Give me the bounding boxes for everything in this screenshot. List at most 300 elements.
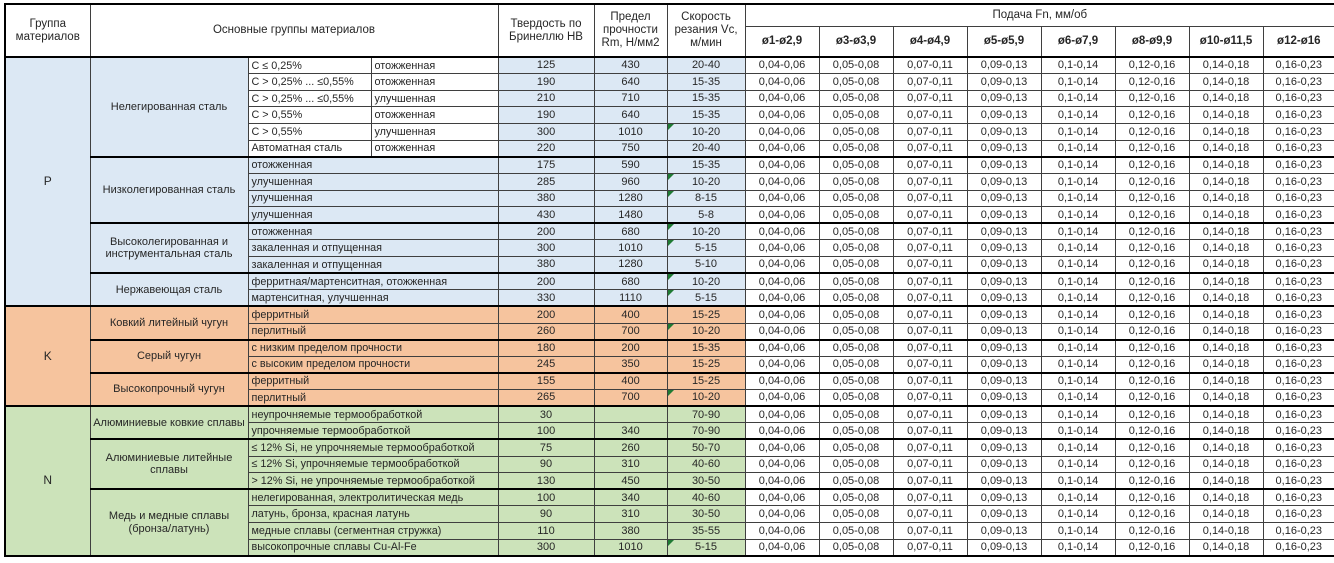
feed-cell: 0,12-0,16 [1115,207,1189,224]
feed-cell: 0,16-0,23 [1263,306,1334,323]
cutting-speed-cell: 15-25 [667,373,745,390]
feed-cell: 0,07-0,11 [893,356,967,373]
cutting-speed-cell: 15-25 [667,356,745,373]
feed-cell: 0,09-0,13 [967,140,1041,157]
feed-cell: 0,04-0,06 [745,523,819,540]
hardness-cell: 155 [498,373,594,390]
feed-cell: 0,1-0,14 [1041,207,1115,224]
strength-cell: 350 [594,356,667,373]
cutting-speed-cell: 50-70 [667,439,745,456]
feed-cell: 0,1-0,14 [1041,140,1115,157]
feed-cell: 0,05-0,08 [819,240,893,257]
feed-cell: 0,09-0,13 [967,124,1041,141]
material-name-cell: Медь и медные сплавы (бронза/латунь) [90,489,248,556]
sub-label-cell: с низким пределом прочности [248,340,498,357]
strength-cell: 400 [594,306,667,323]
feed-cell: 0,07-0,11 [893,190,967,207]
feed-cell: 0,14-0,18 [1189,140,1263,157]
condition-cell: улучшенная [371,90,498,107]
condition-cell: отожженная [371,57,498,74]
cutting-speed-cell: 15-35 [667,157,745,174]
material-name-cell: Алюминиевые литейные сплавы [90,439,248,489]
feed-cell: 0,1-0,14 [1041,57,1115,74]
feed-cell: 0,04-0,06 [745,423,819,440]
hardness-cell: 330 [498,290,594,307]
feed-cell: 0,16-0,23 [1263,323,1334,340]
feed-cell: 0,1-0,14 [1041,489,1115,506]
header-hardness: Твердость по Бринеллю HB [498,4,594,57]
strength-cell: 380 [594,523,667,540]
sub-label-cell: закаленная и отпущенная [248,240,498,257]
feed-cell: 0,09-0,13 [967,506,1041,523]
cutting-speed-cell: 30-50 [667,473,745,490]
hardness-cell: 190 [498,74,594,91]
feed-cell: 0,04-0,06 [745,340,819,357]
feed-cell: 0,05-0,08 [819,539,893,556]
hardness-cell: 380 [498,190,594,207]
material-group-cell: N [5,406,90,556]
sub-label-cell: перлитный [248,323,498,340]
feed-cell: 0,14-0,18 [1189,124,1263,141]
feed-cell: 0,09-0,13 [967,306,1041,323]
feed-cell: 0,09-0,13 [967,223,1041,240]
feed-cell: 0,12-0,16 [1115,190,1189,207]
feed-cell: 0,05-0,08 [819,340,893,357]
feed-cell: 0,1-0,14 [1041,107,1115,124]
feed-cell: 0,07-0,11 [893,107,967,124]
header-diameter-1: ø1-ø2,9 [745,26,819,57]
feed-cell: 0,14-0,18 [1189,107,1263,124]
feed-cell: 0,12-0,16 [1115,173,1189,190]
feed-cell: 0,1-0,14 [1041,539,1115,556]
material-group-cell: K [5,306,90,406]
feed-cell: 0,09-0,13 [967,323,1041,340]
material-name-cell: Высокопрочный чугун [90,373,248,406]
hardness-cell: 110 [498,523,594,540]
strength-cell: 1280 [594,190,667,207]
feed-cell: 0,05-0,08 [819,489,893,506]
feed-cell: 0,1-0,14 [1041,456,1115,473]
feed-cell: 0,14-0,18 [1189,57,1263,74]
feed-cell: 0,16-0,23 [1263,489,1334,506]
feed-cell: 0,1-0,14 [1041,240,1115,257]
strength-cell: 1010 [594,124,667,141]
strength-cell: 200 [594,340,667,357]
feed-cell: 0,07-0,11 [893,173,967,190]
feed-cell: 0,14-0,18 [1189,340,1263,357]
hardness-cell: 190 [498,107,594,124]
sub-label-cell: ферритный [248,373,498,390]
cutting-speed-cell: 5-15 [667,290,745,307]
feed-cell: 0,09-0,13 [967,257,1041,274]
feed-cell: 0,14-0,18 [1189,157,1263,174]
strength-cell: 260 [594,439,667,456]
hardness-cell: 300 [498,124,594,141]
feed-cell: 0,16-0,23 [1263,506,1334,523]
feed-cell: 0,04-0,06 [745,323,819,340]
feed-cell: 0,12-0,16 [1115,406,1189,423]
feed-cell: 0,05-0,08 [819,173,893,190]
cutting-speed-cell: 10-20 [667,223,745,240]
feed-cell: 0,07-0,11 [893,223,967,240]
sub-label-cell: отожженная [248,157,498,174]
hardness-cell: 380 [498,257,594,274]
feed-cell: 0,12-0,16 [1115,489,1189,506]
feed-cell: 0,09-0,13 [967,473,1041,490]
strength-cell: 400 [594,373,667,390]
header-row-1 [5,4,1334,26]
header-feed: Подача Fn, мм/об [745,4,1334,26]
feed-cell: 0,1-0,14 [1041,473,1115,490]
sub-label-cell: C > 0,25% ... ≤0,55% [248,90,371,107]
feed-cell: 0,12-0,16 [1115,373,1189,390]
cutting-speed-cell: 15-35 [667,90,745,107]
feed-cell: 0,07-0,11 [893,273,967,290]
sub-label-cell: отожженная [248,223,498,240]
feed-cell: 0,1-0,14 [1041,439,1115,456]
feed-cell: 0,12-0,16 [1115,523,1189,540]
feed-cell: 0,07-0,11 [893,439,967,456]
strength-cell: 1010 [594,240,667,257]
feed-cell: 0,05-0,08 [819,207,893,224]
feed-cell: 0,07-0,11 [893,539,967,556]
cutting-speed-cell: 35-55 [667,523,745,540]
header-main-groups: Основные группы материалов [90,4,498,57]
feed-cell: 0,12-0,16 [1115,90,1189,107]
material-name-cell: Нелегированная сталь [90,57,248,157]
material-name-cell: Нержавеющая сталь [90,273,248,306]
feed-cell: 0,09-0,13 [967,57,1041,74]
hardness-cell: 260 [498,323,594,340]
hardness-cell: 175 [498,157,594,174]
feed-cell: 0,09-0,13 [967,173,1041,190]
feed-cell: 0,12-0,16 [1115,539,1189,556]
feed-cell: 0,12-0,16 [1115,306,1189,323]
table-row [5,340,1334,357]
sub-label-cell: ≤ 12% Si, не упрочняемые термообработкой [248,439,498,456]
cutting-speed-cell: 15-35 [667,74,745,91]
strength-cell [594,406,667,423]
condition-cell: отожженная [371,140,498,157]
feed-cell: 0,16-0,23 [1263,473,1334,490]
cutting-speed-cell: 70-90 [667,406,745,423]
feed-cell: 0,1-0,14 [1041,373,1115,390]
feed-cell: 0,12-0,16 [1115,423,1189,440]
material-name-cell: Высоколегированная и инструментальная сталь [90,223,248,273]
feed-cell: 0,1-0,14 [1041,257,1115,274]
sub-label-cell: C > 0,25% ... ≤0,55% [248,74,371,91]
feed-cell: 0,04-0,06 [745,539,819,556]
feed-cell: 0,09-0,13 [967,390,1041,407]
feed-cell: 0,04-0,06 [745,306,819,323]
feed-cell: 0,14-0,18 [1189,190,1263,207]
feed-cell: 0,05-0,08 [819,323,893,340]
feed-cell: 0,05-0,08 [819,473,893,490]
feed-cell: 0,04-0,06 [745,74,819,91]
hardness-cell: 285 [498,173,594,190]
header-material-group: Группа материалов [5,4,90,57]
feed-cell: 0,16-0,23 [1263,173,1334,190]
feed-cell: 0,14-0,18 [1189,223,1263,240]
feed-cell: 0,07-0,11 [893,373,967,390]
feed-cell: 0,07-0,11 [893,124,967,141]
sub-label-cell: медные сплавы (сегментная стружка) [248,523,498,540]
feed-cell: 0,04-0,06 [745,90,819,107]
feed-cell: 0,16-0,23 [1263,223,1334,240]
material-name-cell: Серый чугун [90,340,248,373]
feed-cell: 0,14-0,18 [1189,207,1263,224]
feed-cell: 0,07-0,11 [893,290,967,307]
feed-cell: 0,04-0,06 [745,439,819,456]
feed-cell: 0,1-0,14 [1041,90,1115,107]
feed-cell: 0,04-0,06 [745,107,819,124]
feed-cell: 0,04-0,06 [745,390,819,407]
feed-cell: 0,09-0,13 [967,423,1041,440]
table-body [5,57,1334,556]
feed-cell: 0,05-0,08 [819,257,893,274]
feed-cell: 0,05-0,08 [819,107,893,124]
feed-cell: 0,16-0,23 [1263,423,1334,440]
sub-label-cell: ≤ 12% Si, упрочняемые термообработкой [248,456,498,473]
feed-cell: 0,12-0,16 [1115,107,1189,124]
sub-label-cell: мартенситная, улучшенная [248,290,498,307]
feed-cell: 0,07-0,11 [893,506,967,523]
feed-cell: 0,12-0,16 [1115,340,1189,357]
feed-cell: 0,09-0,13 [967,539,1041,556]
feed-cell: 0,14-0,18 [1189,240,1263,257]
feed-cell: 0,05-0,08 [819,190,893,207]
sub-label-cell: с высоким пределом прочности [248,356,498,373]
cutting-speed-cell: 5-10 [667,257,745,274]
sub-label-cell: улучшенная [248,207,498,224]
feed-cell: 0,09-0,13 [967,107,1041,124]
cutting-speed-cell: 10-20 [667,124,745,141]
feed-cell: 0,07-0,11 [893,57,967,74]
strength-cell: 640 [594,74,667,91]
feed-cell: 0,12-0,16 [1115,57,1189,74]
sheet-bottom-margin [4,557,1334,563]
cutting-speed-cell: 15-35 [667,340,745,357]
feed-cell: 0,09-0,13 [967,273,1041,290]
hardness-cell: 265 [498,390,594,407]
sub-label-cell: C > 0,55% [248,107,371,124]
sub-label-cell: ферритный [248,306,498,323]
header-diameter-2: ø3-ø3,9 [819,26,893,57]
feed-cell: 0,12-0,16 [1115,257,1189,274]
hardness-cell: 180 [498,340,594,357]
feed-cell: 0,14-0,18 [1189,323,1263,340]
cutting-speed-cell: 5-15 [667,240,745,257]
table-row [5,273,1334,290]
feed-cell: 0,1-0,14 [1041,306,1115,323]
cutting-speed-cell: 10-20 [667,173,745,190]
feed-cell: 0,1-0,14 [1041,190,1115,207]
feed-cell: 0,04-0,06 [745,290,819,307]
feed-cell: 0,04-0,06 [745,456,819,473]
feed-cell: 0,14-0,18 [1189,290,1263,307]
table-row [5,157,1334,174]
feed-cell: 0,1-0,14 [1041,323,1115,340]
feed-cell: 0,05-0,08 [819,140,893,157]
feed-cell: 0,04-0,06 [745,207,819,224]
feed-cell: 0,07-0,11 [893,340,967,357]
feed-cell: 0,14-0,18 [1189,523,1263,540]
feed-cell: 0,14-0,18 [1189,539,1263,556]
feed-cell: 0,12-0,16 [1115,157,1189,174]
feed-cell: 0,04-0,06 [745,273,819,290]
feed-cell: 0,09-0,13 [967,290,1041,307]
feed-cell: 0,09-0,13 [967,373,1041,390]
feed-cell: 0,16-0,23 [1263,290,1334,307]
feed-cell: 0,04-0,06 [745,473,819,490]
condition-cell: отожженная [371,74,498,91]
table-row [5,306,1334,323]
feed-cell: 0,07-0,11 [893,257,967,274]
feed-cell: 0,16-0,23 [1263,157,1334,174]
feed-cell: 0,05-0,08 [819,406,893,423]
condition-cell: улучшенная [371,124,498,141]
feed-cell: 0,1-0,14 [1041,273,1115,290]
strength-cell: 590 [594,157,667,174]
feed-cell: 0,1-0,14 [1041,356,1115,373]
sub-label-cell: закаленная и отпущенная [248,257,498,274]
feed-cell: 0,07-0,11 [893,74,967,91]
feed-cell: 0,16-0,23 [1263,340,1334,357]
strength-cell: 340 [594,489,667,506]
feed-cell: 0,09-0,13 [967,523,1041,540]
feed-cell: 0,09-0,13 [967,340,1041,357]
feed-cell: 0,07-0,11 [893,157,967,174]
cutting-speed-cell: 40-60 [667,489,745,506]
cutting-speed-cell: 20-40 [667,140,745,157]
table-row [5,373,1334,390]
feed-cell: 0,09-0,13 [967,406,1041,423]
strength-cell: 1110 [594,290,667,307]
feed-cell: 0,04-0,06 [745,190,819,207]
feed-cell: 0,05-0,08 [819,390,893,407]
feed-cell: 0,16-0,23 [1263,523,1334,540]
feed-cell: 0,05-0,08 [819,273,893,290]
feed-cell: 0,14-0,18 [1189,390,1263,407]
feed-cell: 0,16-0,23 [1263,140,1334,157]
feed-cell: 0,05-0,08 [819,456,893,473]
feed-cell: 0,16-0,23 [1263,190,1334,207]
feed-cell: 0,07-0,11 [893,323,967,340]
feed-cell: 0,14-0,18 [1189,506,1263,523]
header-diameter-6: ø8-ø9,9 [1115,26,1189,57]
hardness-cell: 75 [498,439,594,456]
feed-cell: 0,16-0,23 [1263,207,1334,224]
feed-cell: 0,12-0,16 [1115,390,1189,407]
hardness-cell: 300 [498,539,594,556]
feed-cell: 0,07-0,11 [893,90,967,107]
feed-cell: 0,09-0,13 [967,74,1041,91]
feed-cell: 0,14-0,18 [1189,373,1263,390]
feed-cell: 0,1-0,14 [1041,124,1115,141]
feed-cell: 0,07-0,11 [893,489,967,506]
feed-cell: 0,05-0,08 [819,373,893,390]
header-diameter-5: ø6-ø7,9 [1041,26,1115,57]
feed-cell: 0,09-0,13 [967,157,1041,174]
feed-cell: 0,14-0,18 [1189,423,1263,440]
feed-cell: 0,04-0,06 [745,124,819,141]
feed-cell: 0,14-0,18 [1189,439,1263,456]
feed-cell: 0,09-0,13 [967,356,1041,373]
feed-cell: 0,07-0,11 [893,523,967,540]
feed-cell: 0,14-0,18 [1189,273,1263,290]
sub-label-cell: Автоматная сталь [248,140,371,157]
material-name-cell: Низколегированная сталь [90,157,248,224]
feed-cell: 0,14-0,18 [1189,90,1263,107]
hardness-cell: 210 [498,90,594,107]
feed-cell: 0,09-0,13 [967,456,1041,473]
feed-cell: 0,16-0,23 [1263,356,1334,373]
feed-cell: 0,07-0,11 [893,207,967,224]
sub-label-cell: латунь, бронза, красная латунь [248,506,498,523]
sub-label-cell: перлитный [248,390,498,407]
feed-cell: 0,12-0,16 [1115,456,1189,473]
hardness-cell: 200 [498,273,594,290]
feed-cell: 0,04-0,06 [745,57,819,74]
feed-cell: 0,14-0,18 [1189,406,1263,423]
strength-cell: 680 [594,223,667,240]
feed-cell: 0,07-0,11 [893,456,967,473]
header-diameter-4: ø5-ø5,9 [967,26,1041,57]
feed-cell: 0,1-0,14 [1041,390,1115,407]
feed-cell: 0,1-0,14 [1041,223,1115,240]
feed-cell: 0,16-0,23 [1263,257,1334,274]
sub-label-cell: улучшенная [248,190,498,207]
sub-label-cell: высокопрочные сплавы Cu-Al-Fe [248,539,498,556]
feed-cell: 0,16-0,23 [1263,124,1334,141]
strength-cell: 700 [594,323,667,340]
hardness-cell: 90 [498,456,594,473]
table-row [5,57,1334,74]
sub-label-cell: неупрочняемые термообработкой [248,406,498,423]
strength-cell: 450 [594,473,667,490]
hardness-cell: 220 [498,140,594,157]
hardness-cell: 130 [498,473,594,490]
feed-cell: 0,05-0,08 [819,74,893,91]
feed-cell: 0,12-0,16 [1115,356,1189,373]
feed-cell: 0,14-0,18 [1189,473,1263,490]
feed-cell: 0,1-0,14 [1041,523,1115,540]
cutting-speed-cell: 8-15 [667,190,745,207]
cutting-data-table [4,3,1334,557]
feed-cell: 0,07-0,11 [893,423,967,440]
cutting-speed-cell: 15-35 [667,107,745,124]
cutting-speed-cell: 15-25 [667,306,745,323]
strength-cell: 960 [594,173,667,190]
feed-cell: 0,14-0,18 [1189,257,1263,274]
sub-label-cell: C ≤ 0,25% [248,57,371,74]
cutting-speed-cell: 10-20 [667,323,745,340]
feed-cell: 0,09-0,13 [967,489,1041,506]
feed-cell: 0,04-0,06 [745,140,819,157]
table-row [5,489,1334,506]
hardness-cell: 200 [498,306,594,323]
feed-cell: 0,16-0,23 [1263,373,1334,390]
feed-cell: 0,1-0,14 [1041,406,1115,423]
feed-cell: 0,14-0,18 [1189,173,1263,190]
strength-cell: 1280 [594,257,667,274]
hardness-cell: 125 [498,57,594,74]
feed-cell: 0,07-0,11 [893,390,967,407]
feed-cell: 0,12-0,16 [1115,124,1189,141]
feed-cell: 0,1-0,14 [1041,423,1115,440]
condition-cell: отожженная [371,107,498,124]
feed-cell: 0,05-0,08 [819,57,893,74]
